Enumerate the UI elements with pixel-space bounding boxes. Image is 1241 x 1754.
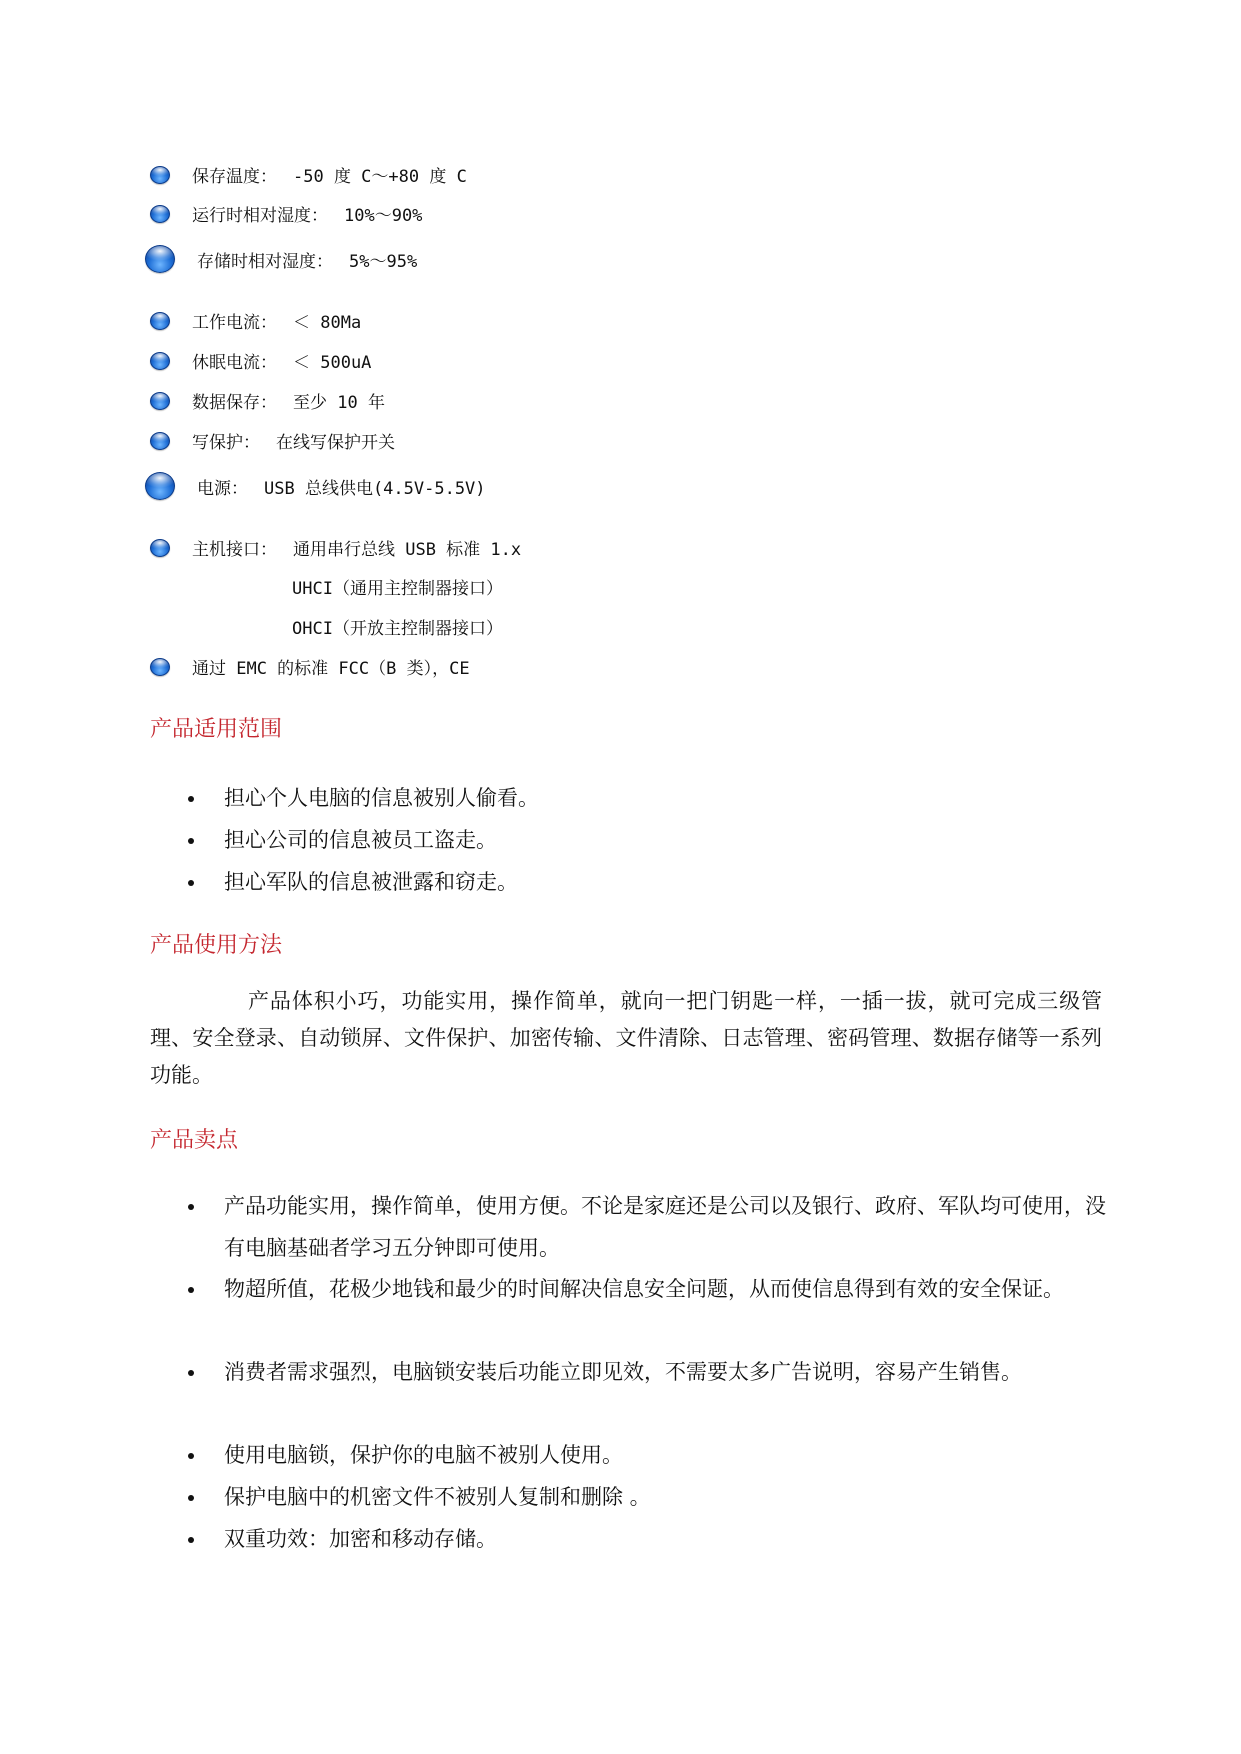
spec-storage-temp [150,162,467,187]
spec-value: ＜ 500uA [293,353,372,373]
blue-orb-bullet-icon [150,432,170,450]
spec-sleep-current [150,348,371,373]
list-item [188,819,1108,861]
spec-value: -50 度 C～+80 度 C [293,167,467,187]
spec-storage-humidity [145,245,417,273]
spec-power [145,472,486,500]
list-item [188,1351,1108,1393]
spec-label: 休眠电流： [192,353,277,373]
list-item-text: 担心个人电脑的信息被别人偷看。 [224,786,539,810]
bullet-dot-icon [188,1351,224,1393]
list-item [188,1518,1108,1560]
bullet-dot-icon [188,1518,224,1560]
blue-orb-bullet-icon [150,352,170,370]
blue-orb-bullet-icon [145,472,175,500]
spec-label: 数据保存： [192,393,277,413]
section-heading-selling-points: 产品卖点 [150,1128,239,1153]
list-item-text: 担心军队的信息被泄露和窃走。 [224,870,518,894]
spec-label: 工作电流： [192,313,277,333]
list-item [188,861,1108,903]
blue-orb-bullet-icon [150,312,170,330]
blue-orb-bullet-icon [150,392,170,410]
list-item-text: 产品功能实用，操作简单，使用方便。不论是家庭还是公司以及银行、政府、军队均可使用，没有电脑基础者学习五分钟即可使用。 [224,1194,1106,1260]
spec-label: 主机接口： [192,540,277,560]
spec-host-interface [150,535,521,560]
spec-run-humidity [150,201,422,226]
spec-value: 通过 EMC 的标准 FCC（B 类），CE [192,659,470,679]
spec-label: 运行时相对湿度： [192,206,328,226]
spec-data-retention [150,388,385,413]
list-item-text: 消费者需求强烈，电脑锁安装后功能立即见效，不需要太多广告说明，容易产生销售。 [224,1360,1022,1384]
spec-value: 10%～90% [344,206,423,226]
list-item-text: 使用电脑锁，保护你的电脑不被别人使用。 [224,1443,623,1467]
spec-label: 电源： [197,478,248,499]
bullet-dot-icon [188,777,224,819]
list-item [188,1268,1108,1310]
section-heading-usage: 产品使用方法 [150,933,283,958]
list-item-text: 担心公司的信息被员工盗走。 [224,828,497,852]
spec-emc [150,654,470,679]
spec-value: 通用串行总线 USB 标准 1.x [293,540,522,560]
spec-label: 存储时相对湿度： [197,251,333,272]
list-item [188,1476,1108,1518]
bullet-dot-icon [188,1268,224,1310]
list-item-text: 物超所值，花极少地钱和最少的时间解决信息安全问题，从而使信息得到有效的安全保证。 [224,1277,1064,1301]
blue-orb-bullet-icon [150,658,170,676]
list-item [188,1434,1108,1476]
spec-value: 5%～95% [349,251,418,272]
bullet-dot-icon [188,1476,224,1518]
blue-orb-bullet-icon [150,166,170,184]
bullet-dot-icon [188,1434,224,1476]
usage-paragraph: 产品体积小巧，功能实用，操作简单，就向一把门钥匙一样，一插一拔，就可完成三级管理、安全登录、自动锁屏、文件保护、加密传输、文件清除、日志管理、密码管理、数据存储等一系列功能。 [150,989,1102,1087]
spec-write-protect [150,428,395,453]
spec-value: USB 总线供电(4.5V-5.5V) [264,478,486,499]
list-item-text: 保护电脑中的机密文件不被别人复制和删除 。 [224,1485,651,1509]
spec-work-current [150,308,361,333]
spec-value: 在线写保护开关 [276,433,395,453]
spec-value: ＜ 80Ma [293,313,362,333]
list-item [188,1185,1108,1269]
spec-value: 至少 10 年 [293,393,385,413]
blue-orb-bullet-icon [150,539,170,557]
spec-label: 保存温度： [192,167,277,187]
host-interface-uhci: UHCI（通用主控制器接口） [292,579,503,599]
list-item [188,777,1108,819]
host-interface-ohci: OHCI（开放主控制器接口） [292,619,503,639]
bullet-dot-icon [188,1185,224,1269]
spec-label: 写保护： [192,433,260,453]
blue-orb-bullet-icon [150,205,170,223]
section-heading-scope: 产品适用范围 [150,717,283,742]
blue-orb-bullet-icon [145,245,175,273]
list-item-text: 双重功效：加密和移动存储。 [224,1527,497,1551]
bullet-dot-icon [188,861,224,903]
bullet-dot-icon [188,819,224,861]
